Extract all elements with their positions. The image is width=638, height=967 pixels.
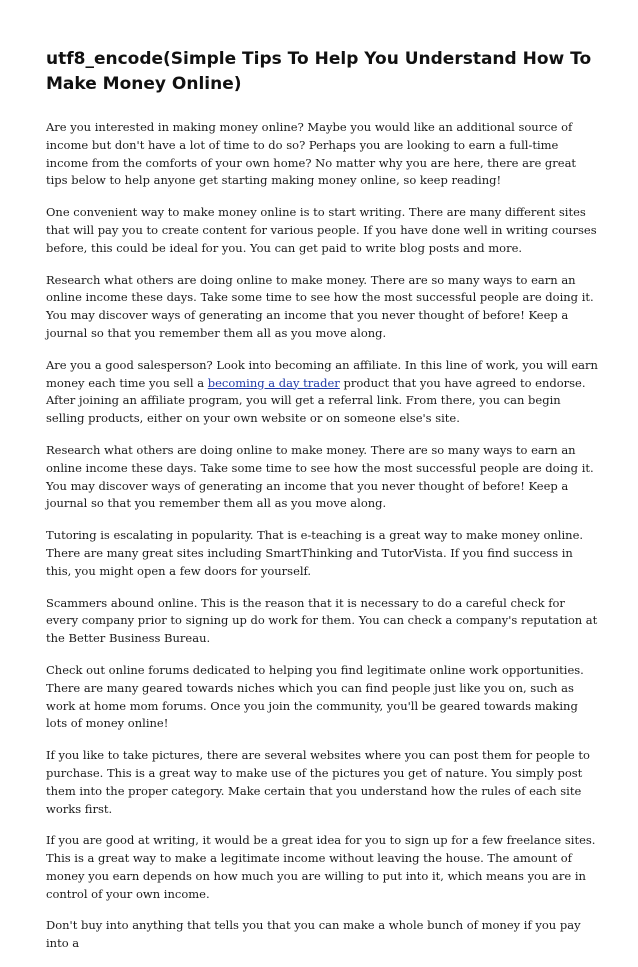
document-page <box>46 47 598 967</box>
affiliate-text-after: product that you have agreed to endorse. After joining an affiliate program, you will get a referral link. From there, you can begin selling products, either on your own website or on someone else's site. <box>46 375 586 426</box>
paragraph-freelance: If you are good at writing, it would be a great idea for you to sign up for a few freelance sites. This is a great way to make a legitimate income without leaving the house. The amount of money you earn depends on how much you are willing to put into it, which means you are in control of your own income. <box>46 833 596 901</box>
paragraph-research: Research what others are doing online to make money. There are so many ways to earn an online income these days. Take some time to see how the most successful people are doing it. You may discover ways of generating an income that you never thought of before! Keep a journal so that you remember them all as you move along. <box>46 272 594 340</box>
paragraph-writing: One convenient way to make money online is to start writing. There are many different sites that will pay you to create content for various people. If you have done well in writing courses before, this could be ideal for you. You can get paid to write blog posts and more. <box>46 205 597 255</box>
paragraph-affiliate <box>46 357 598 428</box>
document-title: utf8_encode(Simple Tips To Help You Understand How To Make Money Online) <box>46 49 592 94</box>
paragraph-pictures: If you like to take pictures, there are several websites where you can post them for people to purchase. This is a great way to make use of the pictures you get of nature. You simply post them into the proper category. Make certain that you understand how the rules of each site works first. <box>46 748 590 816</box>
paragraph-final: Don't buy into anything that tells you that you can make a whole bunch of money if you pay into a <box>46 918 581 951</box>
paragraph-scammers: Scammers abound online. This is the reason that it is necessary to do a careful check for every company prior to signing up do work for them. You can check a company's reputation at the Better Business Bureau. <box>46 595 598 646</box>
day-trader-link[interactable]: becoming a day trader <box>207 375 340 390</box>
paragraph-research-repeat: Research what others are doing online to make money. There are so many ways to earn an online income these days. Take some time to see how the most successful people are doing it. You may discover ways of generating an income that you never thought of before! Keep a journal so that you remember them all as you move along. <box>46 442 594 511</box>
paragraph-intro: Are you interested in making money online? Maybe you would like an additional source of income but don't have a lot of time to do so? Perhaps you are looking to earn a full-time income from the comforts of your own home? No matter why you are here, there are great tips below to help anyone get starting making money online, so keep reading! <box>46 120 577 188</box>
paragraph-tutoring: Tutoring is escalating in popularity. That is e-teaching is a great way to make money online. There are many great sites including SmartThinking and TutorVista. If you find success in this, you might open a few doors for yourself. <box>46 528 584 578</box>
paragraph-forums: Check out online forums dedicated to helping you find legitimate online work opportunities. There are many geared towards niches which you can find people just like you on, such as work at home mom forums. Once you join the community, you'll be geared towards making lots of money online! <box>46 662 584 731</box>
affiliate-text-before: Are you a good salesperson? Look into becoming an affiliate. In this line of work, you will earn money each time you sell a <box>46 357 598 390</box>
